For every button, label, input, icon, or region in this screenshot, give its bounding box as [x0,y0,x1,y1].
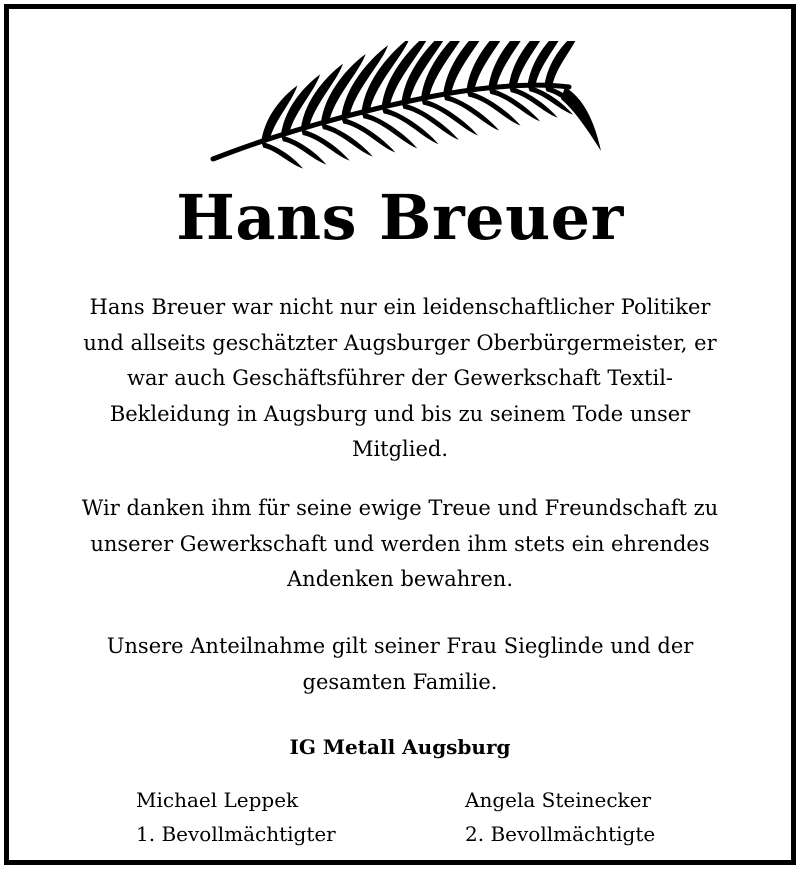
text-line: und allseits geschätzter Augsburger Oberbürgermeister, er [83,330,717,355]
signatory-right [465,783,655,851]
text-line: Andenken bewahren. [287,567,513,591]
text-line: gesamten Familie. [302,669,498,694]
text-line: Bekleidung in Augsburg und bis zu seinem Tode unser [109,401,691,426]
palm-leaf-icon [209,41,609,181]
frond-shape [341,118,395,153]
deceased-name: Hans Breuer [176,181,624,254]
frond-shape [361,112,417,148]
text-line: Hans Breuer war nicht nur ein leidenschaftlicher Politiker [89,295,711,319]
frond-shape [466,91,520,126]
organization-name: IG Metall Augsburg [289,735,511,759]
signatory-name: Michael Leppek [136,788,299,812]
thanks-paragraph [9,491,791,598]
signatory-left [136,783,336,851]
obituary-notice [4,4,796,865]
frond-shape [443,94,499,130]
signatory-role: 2. Bevollmächtigte [465,822,656,846]
text-line: war auch Geschäftsführer der Gewerkschaft Textil- [126,366,674,390]
text-line: Wir danken ihm für seine ewige Treue und Freundschaft zu [81,496,719,520]
signatory-name: Angela Steinecker [465,788,652,812]
tribute-paragraph [9,290,791,468]
text-line: unserer Gewerkschaft und werden ihm stets ein ehrendes [90,531,710,556]
condolence-paragraph [9,629,791,700]
signatory-role: 1. Bevollmächtigter [136,822,336,846]
text-line: Unsere Anteilnahme gilt seiner Frau Sieglinde und der [106,634,694,658]
text-line: Mitglied. [351,437,449,461]
